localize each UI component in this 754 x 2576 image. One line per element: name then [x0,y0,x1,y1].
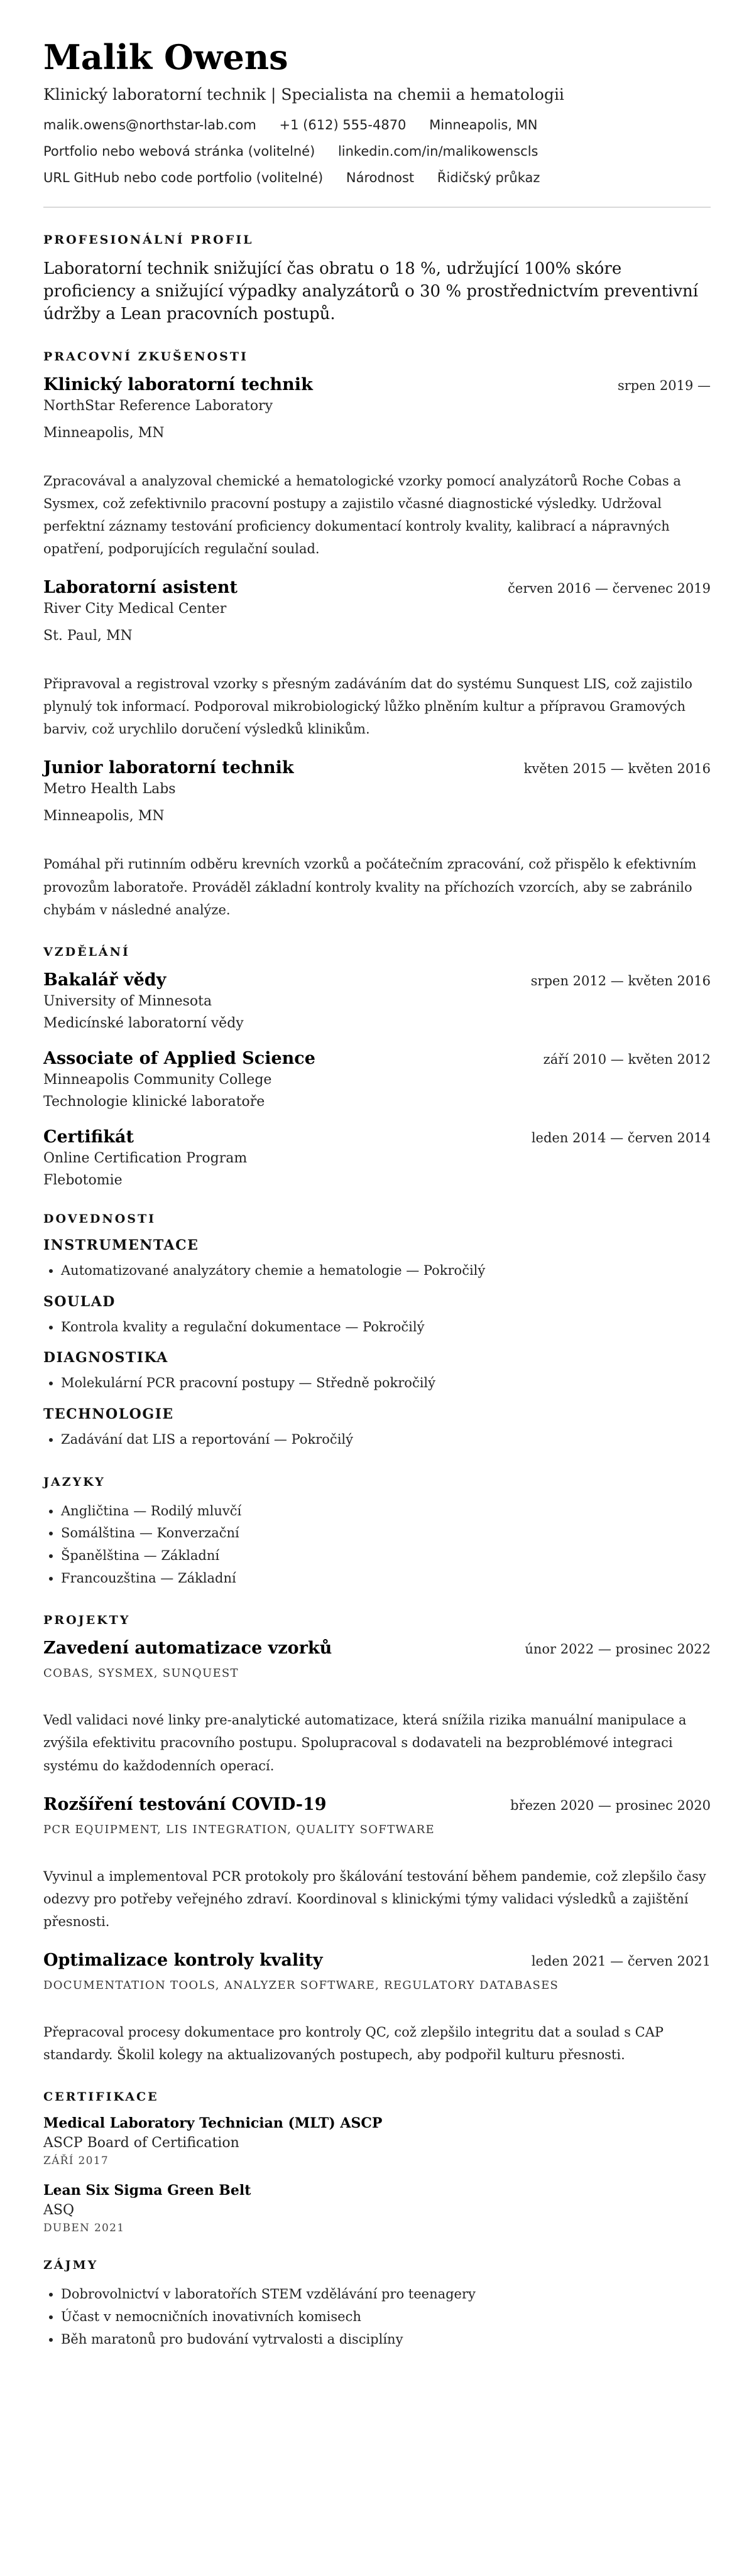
interest-list [43,2283,711,2351]
interest-item: • Běh maratonů pro budování vytrvalosti a disciplíny [61,2329,711,2351]
language-item: • Španělština — Základní [61,1545,711,1567]
project-title: Rozšíření testování COVID-19 [43,1794,327,1814]
certifications-heading: CERTIFIKACE [43,2090,159,2104]
project-date: březen 2020 — prosinec 2020 [510,1797,711,1813]
skill-list [43,1260,711,1282]
education-heading: VZDĚLÁNÍ [43,944,130,959]
certification-name: Lean Six Sigma Green Belt [43,2182,251,2199]
job-date: srpen 2019 — [617,377,711,393]
skill-category: SOULAD [43,1293,116,1310]
skill-category: TECHNOLOGIE [43,1405,174,1422]
project-entry [43,1638,711,1777]
education-entry [43,1127,711,1188]
project-technologies: DOCUMENTATION TOOLS, ANALYZER SOFTWARE, REGULATORY DATABASES [43,1978,559,1992]
project-entry [43,1795,711,1933]
job-description: Připravoval a registroval vzorky s přesným zadáváním dat do systému Sunquest LIS, což zajistilo plynulý tok informací. Podporoval mikrobiologický lůžko plněním kultur a přípravou Gramových barviv, což urychlilo doručení výsledků klinikům. [43,676,692,737]
skill-item: • Zadávání dat LIS a reportování — Pokročilý [61,1429,711,1451]
employer: Metro Health Labs [43,781,176,798]
field-of-study: Technologie klinické laboratoře [43,1093,265,1110]
certification-entry [43,2182,711,2234]
experience-heading: PRACOVNÍ ZKUŠENOSTI [43,349,248,364]
candidate-name: Malik Owens [43,37,288,77]
field-of-study: Medicínské laboratorní vědy [43,1015,244,1031]
skill-list [43,1372,711,1395]
employer: NorthStar Reference Laboratory [43,398,273,414]
project-description: Vedl validaci nové linky pre-analytické automatizace, která snížila rizika manuální manipulace a zvýšila efektivitu pracovního postupu. Spolupracoval s dodavateli na bezproblémové integraci systému do každodenních operací. [43,1713,687,1773]
certification-date: DUBEN 2021 [43,2222,125,2235]
degree: Certifikát [43,1127,134,1147]
driving-license: Řidičský průkaz [437,170,540,186]
job-date: červen 2016 — červenec 2019 [508,581,711,597]
project-entry [43,1951,711,2066]
project-date: leden 2021 — červen 2021 [531,1953,711,1969]
interest-item: • Účast v nemocničních inovativních komisech [61,2306,711,2329]
profile-text: Laboratorní technik snižující čas obratu o 18 %, udržující 100% skóre proficiency a snižující výpadky analyzátorů o 30 % prostřednictvím preventivní údržby a Lean pracovních postupů. [43,259,699,323]
contact-line-1 [43,117,711,133]
email-link[interactable]: malik.owens@northstar-lab.com [43,117,256,133]
contact-line-3 [43,170,711,185]
nationality: Národnost [346,170,415,186]
language-list [43,1500,711,1590]
field-of-study: Flebotomie [43,1172,123,1188]
school: Online Certification Program [43,1150,248,1166]
language-item: • Angličtina — Rodilý mluvčí [61,1500,711,1523]
job-location: St. Paul, MN [43,628,133,644]
language-item: • Francouzština — Základní [61,1567,711,1590]
phone-number[interactable]: +1 (612) 555-4870 [279,117,407,133]
job-location: Minneapolis, MN [43,425,165,441]
portfolio-link[interactable]: Portfolio nebo webová stránka (volitelné) [43,144,315,160]
interest-item: • Dobrovolnictví v laboratořích STEM vzdělávání pro teenagery [61,2283,711,2306]
degree: Bakalář vědy [43,970,167,990]
job-date: květen 2015 — květen 2016 [523,761,711,777]
certification-entry [43,2115,711,2167]
degree: Associate of Applied Science [43,1048,315,1068]
certification-date: ZÁŘÍ 2017 [43,2155,109,2168]
experience-entry [43,758,711,921]
project-date: únor 2022 — prosinec 2022 [525,1642,711,1657]
contact-line-2 [43,144,711,159]
employer: River City Medical Center [43,601,227,617]
school: University of Minnesota [43,993,212,1009]
experience-entry [43,375,711,560]
skill-category: DIAGNOSTIKA [43,1350,168,1366]
profile-heading: PROFESIONÁLNÍ PROFIL [43,233,254,247]
skill-list [43,1316,711,1339]
skill-item: • Molekulární PCR pracovní postupy — Středně pokročilý [61,1372,711,1395]
job-description: Pomáhal při rutinním odběru krevních vzorků a počátečním zpracování, což přispělo k efektivním provozům laboratoře. Prováděl základní kontroly kvality na příchozích vzorcích, aby se zabránilo chybám v následné analýze. [43,857,697,917]
job-title: Klinický laboratorní technik [43,374,313,394]
education-entry [43,970,711,1031]
skill-item: • Kontrola kvality a regulační dokumentace — Pokročilý [61,1316,711,1339]
project-description: Přepracoval procesy dokumentace pro kontroly QC, což zlepšilo integritu dat a soulad s CAP standardy. Školil kolegy na aktualizovaných postupech, aby podpořil kulturu přesnosti. [43,2024,664,2063]
location: Minneapolis, MN [429,117,538,133]
project-technologies: PCR EQUIPMENT, LIS INTEGRATION, QUALITY SOFTWARE [43,1822,435,1836]
certification-name: Medical Laboratory Technician (MLT) ASCP [43,2115,383,2132]
language-item: • Somálština — Konverzační [61,1522,711,1545]
projects-heading: PROJEKTY [43,1613,131,1628]
education-date: srpen 2012 — květen 2016 [530,973,711,988]
project-title: Zavedení automatizace vzorků [43,1638,332,1659]
school: Minneapolis Community College [43,1071,272,1088]
skill-item: • Automatizované analyzátory chemie a hematologie — Pokročilý [61,1260,711,1282]
education-entry [43,1049,711,1110]
education-date: leden 2014 — červen 2014 [531,1130,711,1145]
candidate-title: Klinický laboratorní technik | Specialista na chemii a hematologii [43,85,564,104]
project-technologies: COBAS, SYSMEX, SUNQUEST [43,1667,239,1680]
linkedin-link[interactable]: linkedin.com/in/malikowenscls [337,144,538,160]
project-title: Optimalizace kontroly kvality [43,1950,323,1970]
languages-heading: JAZYKY [43,1475,106,1489]
certification-issuer: ASCP Board of Certification [43,2135,239,2151]
project-description: Vyvinul a implementoval PCR protokoly pro škálování testování během pandemie, což zlepšilo časy odezvy pro potřeby veřejného zdraví. Koordinoval s klinickými týmy validaci výsledků a zajištění přesnosti. [43,1868,706,1929]
job-title: Junior laboratorní technik [43,758,294,778]
interests-heading: ZÁJMY [43,2258,99,2273]
skill-list [43,1429,711,1451]
certification-issuer: ASQ [43,2202,74,2219]
skill-category: INSTRUMENTACE [43,1237,199,1253]
experience-entry [43,578,711,740]
header-divider [43,207,711,208]
job-title: Laboratorní asistent [43,578,238,598]
job-location: Minneapolis, MN [43,808,165,825]
skills-heading: DOVEDNOSTI [43,1211,156,1226]
education-date: září 2010 — květen 2012 [543,1051,711,1067]
job-description: Zpracovával a analyzoval chemické a hematologické vzorky pomocí analyzátorů Roche Cobas a Sysmex, což zefektivnilo pracovní postupy a zajistilo včasné diagnostické výsledky. Udržoval perfektní záznamy testování proficiency dokumentací kontroly kvality, kalibrací a nápravných opatření, podporujících regulační soulad. [43,473,681,557]
github-link[interactable]: URL GitHub nebo code portfolio (volitelné) [43,170,324,186]
